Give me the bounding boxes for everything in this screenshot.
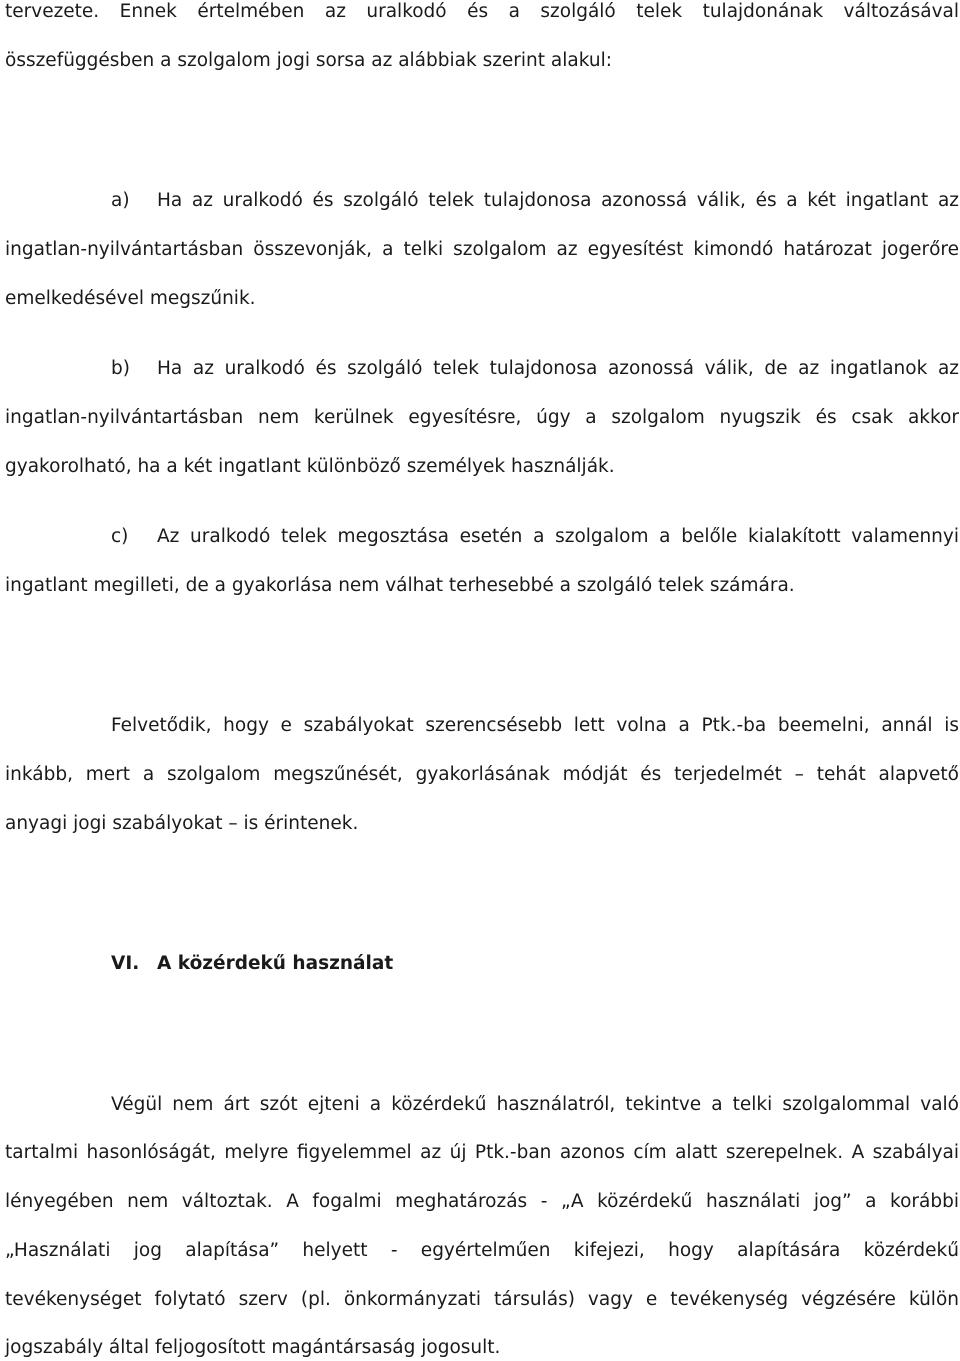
list-item-b: [111, 360, 959, 379]
text-line: inkább, mert a szolgalom megszűnését, gyakorlásának módját és terjedelmét – tehát alapvető: [5, 764, 959, 785]
list-label: b): [111, 358, 130, 379]
text-line: ingatlan-nyilvántartásban nem kerülnek egyesítésre, úgy a szolgalom nyugszik és csak akkor: [5, 407, 959, 428]
list-label: a): [111, 190, 130, 211]
text-line: emelkedésével megszűnik.: [5, 288, 256, 309]
text-line: tartalmi hasonlóságát, melyre figyelemmel az új Ptk.-ban azonos cím alatt szerepelnek. A szabályai: [5, 1142, 959, 1163]
section-number: VI.: [111, 953, 140, 974]
text-line: jogszabály által feljogosított magántársaság jogosult.: [5, 1337, 501, 1358]
text-line: anyagi jogi szabályokat – is érintenek.: [5, 813, 359, 834]
list-item-c: [111, 528, 959, 547]
text-line: összefüggésben a szolgalom jogi sorsa az alábbiak szerint alakul:: [5, 50, 612, 71]
text-line: ingatlant megilleti, de a gyakorlása nem válhat terhesebbé a szolgáló telek számára.: [5, 575, 795, 596]
text-line: „Használati jog alapítása” helyett - egyértelműen kifejezi, hogy alapítására közérdekű: [5, 1240, 959, 1261]
text-line: Végül nem árt szót ejteni a közérdekű használatról, tekintve a telki szolgalommal való: [111, 1094, 959, 1115]
text-line: tevékenységet folytató szerv (pl. önkormányzati társulás) vagy e tevékenység végzésére külön: [5, 1289, 959, 1310]
section-heading: [111, 955, 960, 974]
text-line: Ha az uralkodó és szolgáló telek tulajdonosa azonossá válik, de az ingatlanok az: [157, 358, 959, 379]
list-item-a: [111, 192, 959, 211]
text-line: Ha az uralkodó és szolgáló telek tulajdonosa azonossá válik, és a két ingatlant az: [157, 190, 959, 211]
section-title: A közérdekű használat: [157, 953, 394, 974]
list-label: c): [111, 526, 129, 547]
text-line: Felvetődik, hogy e szabályokat szerencsésebb lett volna a Ptk.-ba beemelni, annál is: [111, 715, 959, 736]
text-line: Az uralkodó telek megosztása esetén a szolgalom a belőle kialakított valamennyi: [157, 526, 959, 547]
text-line: lényegében nem változtak. A fogalmi meghatározás - „A közérdekű használati jog” a korábbi: [5, 1191, 959, 1212]
text-line: tervezete. Ennek értelmében az uralkodó és a szolgáló telek tulajdonának változásával: [5, 1, 959, 22]
text-line: gyakorolható, ha a két ingatlant különböző személyek használják.: [5, 456, 615, 477]
text-line: ingatlan-nyilvántartásban összevonják, a telki szolgalom az egyesítést kimondó határozat jogerőre: [5, 239, 959, 260]
